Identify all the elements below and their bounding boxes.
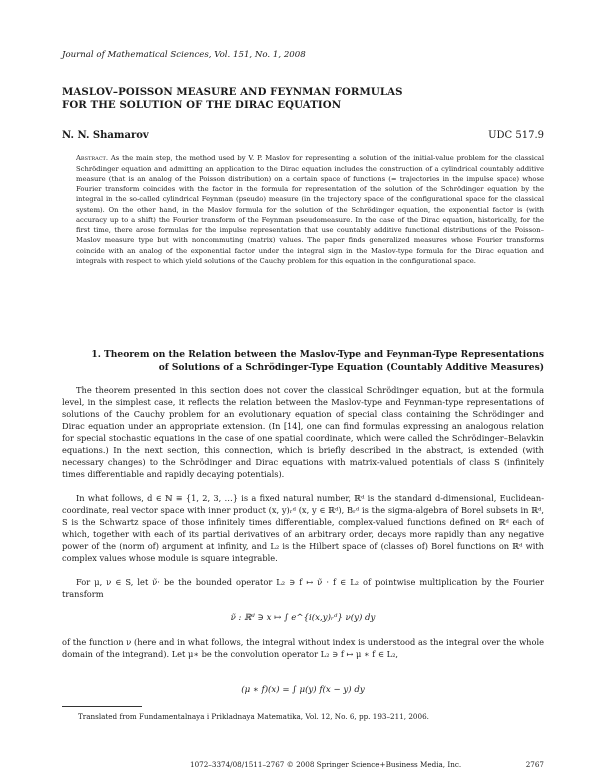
page-number: 2767 (525, 760, 544, 769)
abstract-text: As the main step, the method used by V. P. Maslov for representing a solution of the initial-value problem for the classical Schrödinger equation and admitting an application to the Dirac equation includes the construction of a cylindrical countably additive measure (that is an analog of the Poisson distribution) on a certain space of functions (= trajectories in the impulse space) whose Fourier transform coincides with the factor in the formula for representation of the solution of the Schrödinger equation by the integral in the so-called cylindrical Feynman (pseudo) measure (in the trajectory space of the configurational space for the classical system). On the other hand, in the Maslov formula for the solution of the Schrödinger equation, the exponential factor is (with accuracy up to a shift) the Fourier transform of the Feynman pseudomeasure. In the case of the Dirac equation, historically, for the first time, there arose formulas for the impulse representation that use countably additive functional distributions of the Poisson–Maslov measure type but with noncommuting (matrix) values. The paper finds generalized measures whose Fourier transforms coincide with an analog of the exponential factor under the integral sign in the Maslov-type formula for the Dirac equation and integrals with respect to which yield solutions of the Cauchy problem for this equation in the configurational space. (76, 154, 544, 265)
udc-code: UDC 517.9 (488, 130, 544, 142)
title-line-2: FOR THE SOLUTION OF THE DIRAC EQUATION (62, 99, 342, 112)
fourier-formula: ν̃ : ℝᵈ ∋ x ↦ ∫ e^{i(x,y)ᵣᵈ} ν(y) dy (230, 613, 376, 623)
section-heading-line-2: of Solutions of a Schrödinger-Type Equation (Countably Additive Measures) (158, 361, 544, 373)
abstract (62, 153, 544, 303)
title-line-1: MASLOV–POISSON MEASURE AND FEYNMAN FORMULAS (62, 86, 403, 98)
convolution-formula: (μ ∗ f)(x) = ∫ μ(y) f(x − y) dy (241, 685, 365, 695)
translation-footnote: Translated from Fundamentalnaya i Prikladnaya Matematika, Vol. 12, No. 6, pp. 193–211, 2006. (78, 712, 429, 721)
paragraph-2: In what follows, d ∈ ℕ ≡ {1, 2, 3, …} is a fixed natural number, ℝᵈ is the standard d-dimensional, Euclidean-coordinate, real vector space with inner product (x, y)ᵣᵈ (x, y ∈ ℝᵈ), Bᵣᵈ is the sigma-algebra of Borel subsets in ℝᵈ, S is the Schwartz space of those infinitely times differentiable, complex-valued functions defined on ℝᵈ each of which, together with each of its partial derivatives of an arbitrary order, decays more rapidly than any negative power of the (norm of) argument at infinity, and L₂ is the Hilbert space of (classes of) Borel functions on ℝᵈ with complex values whose module is square integrable. (62, 493, 544, 564)
paper-title (62, 86, 544, 112)
author-name: N. N. Shamarov (62, 130, 149, 142)
abstract-label: Abstract. (76, 154, 109, 163)
author-line (62, 130, 544, 141)
section-heading-line-1: 1. Theorem on the Relation between the Maslov-Type and Feynman-Type Representations (91, 349, 544, 361)
paper-page (62, 50, 544, 708)
copyright-line: 1072–3374/08/1511–2767 © 2008 Springer Science+Business Media, Inc. (190, 760, 462, 769)
paragraph-1: The theorem presented in this section does not cover the classical Schrödinger equation, but at the formula level, in the simplest case, it reflects the relation between the Maslov-type and Feynman-type representations of solutions of the Cauchy problem for an evolutionary equation of special class containing the Schrödinger and Dirac equation under an appropriate extension. (In [14], one can find formulas expressing an analogous relation for special stochastic equations in the case of one spatial coordinate, which were called the Schrödinger–Belavkin equations.) In the next section, this connection, which is briefly described in the abstract, is extended (with necessary changes) to the Schrödinger and Dirac equations with matrix-valued potentials of class S (infinitely times differentiable and rapidly decaying potentials). (62, 385, 544, 480)
footnote-rule (62, 706, 142, 707)
paragraph-3: For μ, ν ∈ S, let ν̃· be the bounded operator L₂ ∋ f ↦ ν̃ · f ∈ L₂ of pointwise multiplication by the Fourier transform (62, 577, 544, 600)
section-heading (62, 349, 544, 374)
paragraph-4: of the function ν (here and in what follows, the integral without index is understood as the integral over the whole domain of the integrand). Let μ∗ be the convolution operator L₂ ∋ f ↦ μ ∗ f ∈ L₂, (62, 637, 544, 660)
journal-header: Journal of Mathematical Sciences, Vol. 151, No. 1, 2008 (62, 50, 306, 60)
